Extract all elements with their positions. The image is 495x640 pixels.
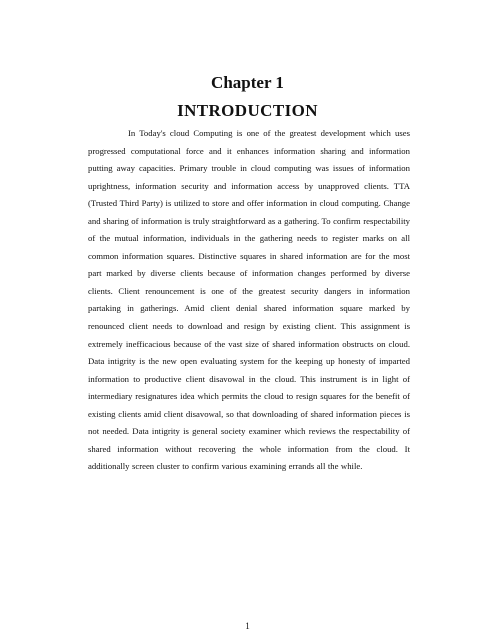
introduction-paragraph: In Today's cloud Computing is one of the greatest development which uses progressed computational force and it enhances information sharing and information putting away capacities. Primary trouble in cloud computing was issues of information uprightness, information security and information access by unapproved clients. TTA (Trusted Third Party) is utilized to store and offer information in cloud computing. Change and sharing of information is truly straightforward as a gathering. To confirm respectability of the mutual information, individuals in the gathering needs to register marks on all common information squares. Distinctive squares in shared information are for the most part marked by diverse clients because of information changes performed by diverse clients. Client renouncement is one of the greatest security dangers in information partaking in gatherings. Amid client denial shared information square marked by renounced client needs to download and resign by existing client. This assignment is extremely inefficacious because of the vast size of shared information obstructs on cloud. Data intigrity is the new open evaluating system for the keeping up honesty of imparted information to productive client disavowal in the cloud. This instrument is in light of intermediary resignatures idea which permits the cloud to resign squares for the benefit of existing clients amid client disavowal, so that downloading of shared information pieces is not needed. Data intigrity is general society examiner which reviews the respectability of shared information without recovering the whole information from the cloud. It additionally screen cluster to confirm various examining errands all the while. xyxy=(88,128,410,472)
chapter-title: INTRODUCTION xyxy=(177,101,318,120)
chapter-label: Chapter 1 xyxy=(211,73,284,92)
page-number: 1 xyxy=(245,621,250,631)
